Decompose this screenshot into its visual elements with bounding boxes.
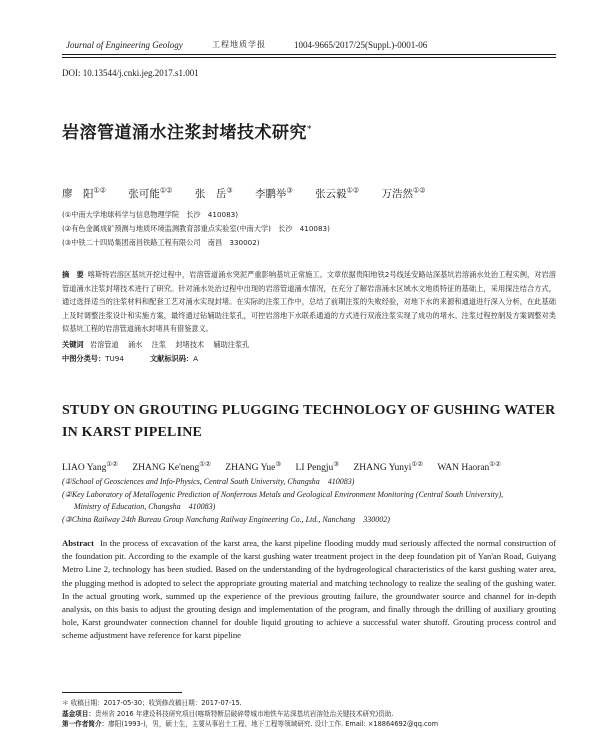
author-en: LIAO Yang①② — [62, 461, 118, 474]
doc-code-label: 文献标识码： — [149, 354, 194, 363]
author-cn: 张可能①② — [128, 186, 173, 200]
clc-label: 中图分类号： — [62, 354, 106, 363]
classification-cn — [62, 354, 198, 364]
footnote-received: ＊ 收稿日期：2017-05-30；收到修改稿日期：2017-07-15. — [62, 699, 242, 707]
doi[interactable]: DOI: 10.13544/j.cnki.jeg.2017.s1.001 — [62, 68, 199, 78]
footnotes — [62, 698, 556, 730]
author-cn: 万浩然①② — [381, 186, 426, 200]
author-en: ZHANG Yunyi①② — [353, 461, 424, 474]
header-rule-thin — [62, 57, 556, 58]
affiliation-cn: (②有色金属成矿预测与地质环境监测教育部重点实验室(中南大学) 长沙 410083) — [62, 224, 330, 233]
footnote-author: 第一作者简介：廖阳(1993-)，男，硕士生，主要从事岩土工程、地下工程等领域研究. 设计工作. Email: ×18864692@qq.com — [62, 720, 439, 728]
keyword-cn: 封堵技术 — [175, 340, 205, 349]
affiliation-en: (②Key Laboratory of Metallogenic Prediction of Nonferrous Metals and Geological Environment Monitoring (Central South University), — [62, 489, 504, 499]
author-en: LI Pengju③ — [295, 461, 340, 474]
title-footnote-mark: * — [307, 124, 312, 135]
keywords-cn — [62, 340, 256, 350]
title-cn-text: 岩溶管道涌水注浆封堵技术研究 — [62, 123, 307, 143]
keyword-cn: 岩溶管道 — [89, 340, 119, 349]
abstract-en — [62, 537, 556, 643]
keyword-cn: 注浆 — [151, 340, 167, 349]
abstract-cn-label: 摘 要 — [62, 270, 84, 279]
running-header — [62, 34, 556, 50]
journal-name: Journal of Engineering Geology — [66, 40, 183, 50]
title-cn — [62, 118, 312, 143]
doc-code-value: A — [193, 354, 199, 363]
affiliations-cn — [62, 208, 330, 250]
header-rule-thick — [62, 54, 556, 55]
author-en: ZHANG Ke'neng①② — [132, 461, 211, 474]
title-en: STUDY ON GROUTING PLUGGING TECHNOLOGY OF GUSHING WATER IN KARST PIPELINE — [62, 403, 556, 440]
authors-cn — [62, 186, 556, 201]
journal-name-cn: 工程地质学报 — [212, 40, 266, 49]
author-en: ZHANG Yue③ — [225, 461, 282, 474]
keywords-cn-label: 关键词 — [62, 340, 84, 349]
author-cn: 李鹏举③ — [254, 186, 293, 200]
author-cn: 廖 阳①② — [62, 186, 107, 200]
author-en: WAN Haoran①② — [437, 461, 501, 474]
abstract-cn — [62, 268, 556, 336]
keyword-cn: 辅助注浆孔 — [213, 340, 250, 349]
affiliation-en: (①School of Geosciences and Info-Physics, Central South University, Changsha 410083) — [62, 477, 355, 486]
footnote-fund: 基金项目：贵州省 2016 年建设科技研究项目(喀斯特断层破碎带城市地铁车站深基坑岩溶处治关键技术研究)资助. — [62, 709, 394, 718]
issn-line: 1004-9665/2017/25(Suppl.)-0001-06 — [294, 40, 428, 50]
clc-value: TU94 — [105, 354, 124, 363]
affiliations-en — [62, 476, 503, 526]
footnote-rule — [62, 692, 182, 693]
affiliation-cn: (③中铁二十四局集团南昌铁路工程有限公司 南昌 330002) — [62, 238, 260, 247]
affiliation-en: Ministry of Education, Changsha 410083) — [74, 502, 216, 511]
abstract-en-text: In the process of excavation of the karst area, the karst pipeline flooding muddy mud seriously affected the normal construction of the foundation pit. According to the example of the karst gushing water treatment project in the deep foundation pit of Yan'an Road, Guiyang Metro Line 2, technology has been studied. Based on the understanding of the hydrogeological characteristics of the karst gushing water area, the plugging method is adopted to select the appropriate grouting material and matching technology to realize the sealing of the gushing water. In the actual grouting work, summed up the experience of the previous grouting failure, the groundwater source and channel for in-depth analysis, on this basis to adjust the grouting design and implementation of the program, and finally through the drilling of auxiliary grouting hole, Karst groundwater connection channel for double liquid grouting to achieve a successful water shutoff. Grouting process control and scheme adjustment have reference for karst pipeline — [62, 538, 556, 641]
keyword-cn: 涌水 — [127, 340, 143, 349]
affiliation-en: (③China Railway 24th Bureau Group Nanchang Railway Engineering Co., Ltd., Nanchang 330002) — [62, 514, 390, 524]
authors-en — [62, 460, 513, 473]
author-cn: 张 岳③ — [194, 186, 233, 200]
abstract-cn-text: 喀斯特岩溶区基坑开挖过程中，岩溶管道涌水突泥严重影响基坑正常施工。文章依据贵阳地铁2号线延安路站深基坑岩溶涌水处治工程实例，对岩溶管道涌水注浆封堵技术进行了研究。针对涌水处治过程中出现的岩溶管道涌水情况，在充分了解岩溶涌水区域水文地质特征的基础上，采用探注结合方式，通过选择适当的注浆材料和配套工艺对涌水实现封堵。在实际的注浆工作中，总结了前期注浆的失败经验，对地下水的来源和通道进行深入分析，在此基础上及时调整注浆设计和实施方案，最终通过钻辅助注浆孔，可控岩溶地下水联系通道的方式进行双液注浆实现了成功的堵水。注浆过程控制及方案调整对类似基坑工程的岩溶管道涌水封堵具有借鉴意义。 — [62, 270, 556, 334]
affiliation-cn: (①中南大学地球科学与信息物理学院 长沙 410083) — [62, 210, 239, 219]
abstract-en-label: Abstract — [62, 538, 94, 548]
author-cn: 张云毅①② — [315, 186, 360, 200]
